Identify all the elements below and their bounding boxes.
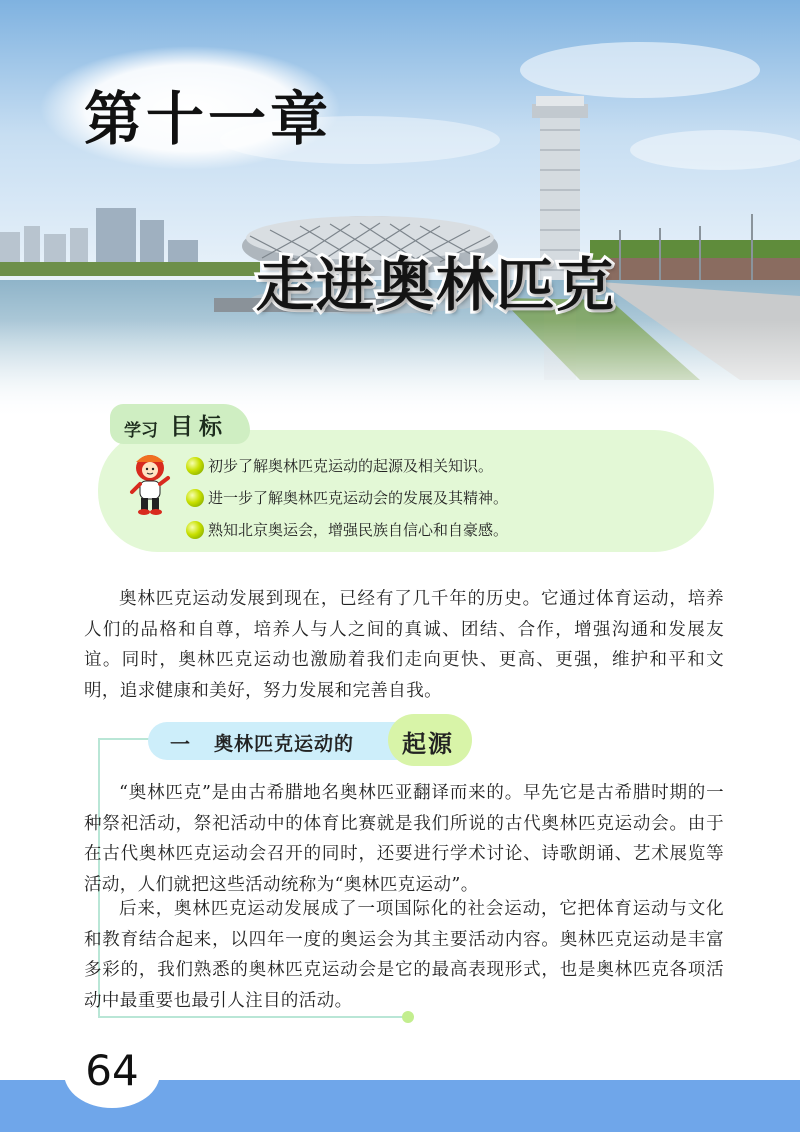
green-bullet-icon [186,457,204,475]
green-bullet-icon [186,489,204,507]
section-highlight [388,714,472,766]
page-number: 64 [85,1046,139,1095]
fuwa-mascot-icon [126,452,174,516]
section-heading [148,722,420,760]
objectives-heading-big: 目标 [170,414,228,440]
section-title-highlight: 起源 [402,730,454,758]
chapter-number: 第十一章 [84,85,333,153]
objectives-list [186,456,508,552]
objective-text: 熟知北京奥运会，增强民族自信心和自豪感。 [208,521,509,539]
section-paragraph: 后来，奥林匹克运动发展成了一项国际化的社会运动，它把体育运动与文化和教育结合起来，以四年一度的奥运会为其主要活动内容。奥林匹克运动是丰富多彩的，我们熟悉的奥林匹克运动会是它的最高表现形式，也是奥林匹克各项活动中最重要也最引人注目的活动。 [84,899,724,1011]
section-number: 一 [170,732,190,756]
objective-text: 进一步了解奥林匹克运动会的发展及其精神。 [208,489,509,507]
chapter-banner [0,0,800,420]
beijing-olympic-park-illustration [0,0,800,420]
section-title: 奥林匹克运动的 [214,733,355,755]
objective-item [186,520,508,552]
objective-item [186,488,508,520]
intro-paragraph: 奥林匹克运动发展到现在，已经有了几千年的历史。它通过体育运动，培养人们的品格和自尊，培养人与人之间的真诚、团结、合作，增强沟通和发展友谊。同时，奥林匹克运动也激励着我们走向更快、更高、更强，维护和平和文明，追求健康和美好，努力发展和完善自我。 [84,589,724,701]
objectives-heading [110,404,250,444]
chapter-title: 走进奥林匹克 [256,251,617,319]
objectives-heading-small: 学习 [124,421,158,441]
green-bullet-icon [186,521,204,539]
section-paragraph: “奥林匹克”是由古希腊地名奥林匹亚翻译而来的。早先它是古希腊时期的一种祭祀活动，祭祀活动中的体育比赛就是我们所说的古代奥林匹克运动会。由于在古代奥林匹克运动会召开的同时，还要进行学术讨论、诗歌朗诵、艺术展览等活动，人们就把这些活动统称为“奥林匹克运动”。 [84,783,724,895]
objective-text: 初步了解奥林匹克运动的起源及相关知识。 [208,457,494,475]
objective-item [186,456,508,488]
